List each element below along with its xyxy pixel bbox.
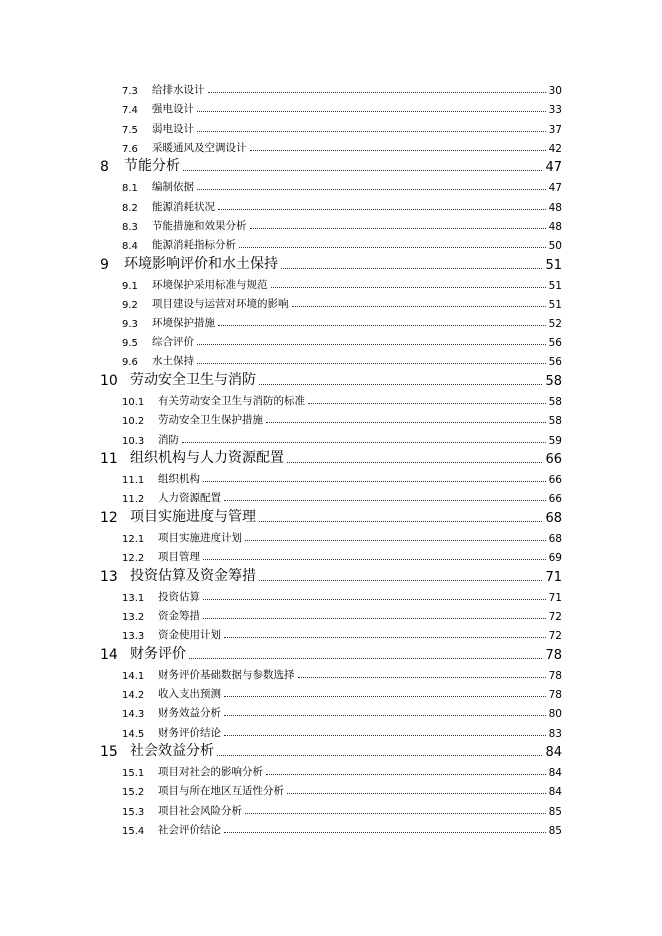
toc-entry-page-number: 47: [545, 160, 562, 176]
toc-entry-title: 项目实施进度计划: [158, 532, 242, 545]
toc-section-entry[interactable]: [100, 136, 562, 155]
toc-entry-page-number: 58: [545, 373, 562, 389]
toc-entry-number: 9.2: [122, 299, 138, 311]
toc-dot-leader: [266, 773, 546, 775]
toc-entry-title: 环境影响评价和水土保持: [124, 255, 278, 272]
toc-section-entry[interactable]: [100, 349, 562, 368]
toc-entry-page-number: 72: [548, 630, 562, 643]
toc-entry-number: 11.2: [122, 494, 145, 506]
toc-entry-number: 11: [100, 451, 118, 467]
toc-entry-page-number: 78: [548, 689, 562, 702]
toc-entry-title: 采暖通风及空调设计: [152, 141, 247, 154]
toc-section-entry[interactable]: [100, 175, 562, 194]
toc-entry-title: 社会评价结论: [158, 823, 221, 836]
toc-dot-leader: [292, 305, 546, 307]
toc-entry-title: 社会效益分析: [130, 743, 214, 760]
toc-entry-number: 12.1: [122, 534, 145, 546]
toc-entry-title: 财务评价: [130, 645, 186, 662]
toc-dot-leader: [197, 343, 546, 345]
toc-entry-page-number: 42: [548, 142, 562, 155]
toc-entry-title: 能源消耗状况: [152, 200, 215, 213]
toc-entry-title: 劳动安全卫生与消防: [130, 371, 256, 388]
toc-entry-number: 8: [100, 159, 109, 176]
toc-entry-page-number: 85: [548, 824, 562, 837]
toc-dot-leader: [218, 208, 546, 210]
toc-section-entry[interactable]: [100, 701, 562, 720]
toc-dot-leader: [259, 520, 542, 522]
toc-entry-page-number: 56: [548, 356, 562, 369]
toc-dot-leader: [203, 598, 546, 600]
toc-dot-leader: [218, 324, 546, 326]
toc-entry-title: 编制依据: [152, 181, 194, 194]
toc-entry-number: 10.3: [122, 435, 145, 447]
toc-entry-title: 环境保护措施: [152, 317, 215, 330]
toc-entry-page-number: 58: [548, 396, 562, 409]
toc-section-entry[interactable]: [100, 798, 562, 817]
toc-entry-number: 9.5: [122, 338, 138, 350]
toc-dot-leader: [197, 188, 546, 190]
toc-entry-page-number: 84: [545, 745, 562, 761]
toc-entry-page-number: 84: [548, 767, 562, 780]
table-of-contents: [100, 78, 562, 837]
toc-entry-number: 13.3: [122, 631, 145, 643]
toc-entry-title: 财务评价结论: [158, 726, 221, 739]
toc-section-entry[interactable]: [100, 116, 562, 135]
toc-section-entry[interactable]: [100, 427, 562, 446]
toc-dot-leader: [203, 480, 546, 482]
toc-entry-page-number: 71: [548, 591, 562, 604]
toc-dot-leader: [224, 636, 546, 638]
toc-section-entry[interactable]: [100, 408, 562, 427]
toc-entry-number: 9.3: [122, 319, 138, 331]
toc-entry-number: 10.1: [122, 397, 145, 409]
toc-dot-leader: [271, 286, 546, 288]
toc-dot-leader: [287, 792, 546, 794]
toc-dot-leader: [197, 362, 546, 364]
toc-section-entry[interactable]: [100, 330, 562, 349]
toc-entry-title: 资金使用计划: [158, 629, 221, 642]
toc-entry-page-number: 47: [548, 182, 562, 195]
toc-section-entry[interactable]: [100, 526, 562, 545]
toc-entry-page-number: 33: [548, 104, 562, 117]
toc-section-entry[interactable]: [100, 233, 562, 252]
toc-entry-page-number: 72: [548, 611, 562, 624]
toc-section-entry[interactable]: [100, 273, 562, 292]
toc-dot-leader: [259, 383, 542, 385]
toc-chapter-entry[interactable]: [100, 564, 562, 585]
toc-entry-title: 水土保持: [152, 355, 194, 368]
toc-chapter-entry[interactable]: [100, 368, 562, 389]
toc-entry-page-number: 51: [545, 257, 562, 273]
toc-entry-page-number: 48: [548, 220, 562, 233]
toc-entry-number: 7.4: [122, 105, 138, 117]
toc-entry-title: 节能措施和效果分析: [152, 219, 247, 232]
toc-chapter-entry[interactable]: [100, 252, 562, 273]
toc-entry-number: 8.3: [122, 221, 138, 233]
toc-entry-number: 9.6: [122, 357, 138, 369]
toc-entry-title: 组织机构与人力资源配置: [130, 450, 284, 466]
toc-entry-title: 资金筹措: [158, 610, 200, 623]
toc-entry-page-number: 51: [548, 279, 562, 292]
toc-entry-title: 劳动安全卫生保护措施: [158, 414, 263, 427]
toc-chapter-entry[interactable]: [100, 447, 562, 468]
toc-entry-number: 9: [100, 256, 109, 273]
toc-section-entry[interactable]: [100, 78, 562, 97]
toc-entry-number: 15.4: [122, 825, 145, 837]
toc-entry-title: 财务效益分析: [158, 707, 221, 720]
toc-chapter-entry[interactable]: [100, 155, 562, 176]
toc-dot-leader: [208, 91, 546, 93]
toc-section-entry[interactable]: [100, 292, 562, 311]
toc-section-entry[interactable]: [100, 720, 562, 739]
toc-section-entry[interactable]: [100, 486, 562, 505]
toc-entry-title: 节能分析: [124, 158, 180, 175]
toc-entry-title: 收入支出预测: [158, 688, 221, 701]
toc-dot-leader: [189, 657, 542, 659]
toc-entry-number: 14.2: [122, 690, 145, 702]
toc-entry-number: 13.2: [122, 612, 145, 624]
toc-dot-leader: [259, 579, 542, 581]
toc-dot-leader: [287, 461, 542, 463]
toc-section-entry[interactable]: [100, 585, 562, 604]
toc-entry-page-number: 68: [548, 533, 562, 546]
toc-entry-page-number: 66: [548, 493, 562, 506]
toc-entry-title: 弱电设计: [152, 122, 194, 135]
toc-entry-title: 强电设计: [152, 103, 194, 116]
toc-entry-number: 11.1: [122, 475, 145, 487]
toc-dot-leader: [308, 402, 546, 404]
toc-dot-leader: [239, 246, 546, 248]
toc-entry-page-number: 78: [545, 647, 562, 663]
toc-entry-number: 15.3: [122, 806, 145, 818]
toc-entry-title: 能源消耗指标分析: [152, 239, 236, 251]
toc-section-entry[interactable]: [100, 97, 562, 116]
toc-section-entry[interactable]: [100, 818, 562, 837]
toc-entry-page-number: 69: [548, 552, 562, 565]
toc-entry-title: 项目对社会的影响分析: [158, 766, 263, 779]
toc-entry-title: 人力资源配置: [158, 492, 221, 505]
toc-dot-leader: [224, 734, 546, 736]
toc-entry-page-number: 48: [548, 201, 562, 214]
toc-section-entry[interactable]: [100, 194, 562, 213]
toc-entry-title: 组织机构: [158, 473, 200, 486]
toc-entry-number: 12: [100, 509, 118, 526]
toc-entry-number: 15.1: [122, 768, 145, 780]
toc-dot-leader: [281, 267, 542, 269]
toc-entry-page-number: 68: [545, 510, 562, 526]
toc-entry-title: 有关劳动安全卫生与消防的标准: [158, 395, 305, 408]
toc-entry-number: 13.1: [122, 592, 145, 604]
toc-entry-page-number: 52: [548, 318, 562, 331]
toc-section-entry[interactable]: [100, 545, 562, 564]
toc-dot-leader: [203, 558, 546, 560]
toc-entry-title: 项目社会风险分析: [158, 804, 242, 817]
toc-entry-number: 8.4: [122, 241, 138, 252]
toc-section-entry[interactable]: [100, 389, 562, 408]
toc-section-entry[interactable]: [100, 311, 562, 330]
toc-dot-leader: [245, 539, 546, 541]
toc-dot-leader: [224, 831, 546, 833]
toc-entry-page-number: 71: [545, 569, 562, 585]
toc-dot-leader: [250, 149, 546, 151]
toc-dot-leader: [197, 130, 546, 132]
toc-chapter-entry[interactable]: [100, 740, 562, 761]
toc-entry-page-number: 78: [548, 670, 562, 682]
toc-section-entry[interactable]: [100, 682, 562, 701]
toc-entry-page-number: 85: [548, 805, 562, 818]
toc-entry-number: 8.1: [122, 183, 138, 195]
toc-entry-number: 8.2: [122, 202, 138, 214]
toc-dot-leader: [182, 441, 546, 443]
toc-entry-title: 项目实施进度与管理: [130, 508, 256, 525]
toc-dot-leader: [266, 421, 546, 423]
toc-entry-number: 14: [100, 646, 118, 663]
toc-section-entry[interactable]: [100, 779, 562, 798]
toc-dot-leader: [250, 227, 546, 229]
toc-entry-page-number: 30: [548, 85, 562, 98]
toc-entry-number: 15.2: [122, 787, 145, 799]
toc-chapter-entry[interactable]: [100, 642, 562, 663]
toc-entry-title: 综合评价: [152, 336, 194, 349]
toc-section-entry[interactable]: [100, 760, 562, 779]
toc-entry-page-number: 37: [548, 123, 562, 136]
toc-entry-title: 消防: [158, 433, 179, 446]
toc-dot-leader: [217, 754, 542, 756]
toc-entry-number: 9.1: [122, 280, 138, 292]
toc-entry-page-number: 50: [548, 240, 562, 252]
toc-entry-number: 13: [100, 568, 118, 585]
toc-section-entry[interactable]: [100, 663, 562, 682]
toc-entry-title: 环境保护采用标准与规范: [152, 278, 268, 291]
toc-dot-leader: [245, 812, 546, 814]
toc-section-entry[interactable]: [100, 467, 562, 486]
toc-entry-number: 14.5: [122, 728, 145, 740]
toc-entry-page-number: 80: [548, 708, 562, 721]
toc-entry-page-number: 51: [548, 298, 562, 311]
toc-dot-leader: [224, 499, 546, 501]
toc-section-entry[interactable]: [100, 214, 562, 233]
toc-entry-number: 7.3: [122, 86, 138, 98]
toc-entry-title: 项目与所在地区互适性分析: [158, 785, 284, 798]
toc-entry-page-number: 58: [548, 415, 562, 428]
toc-entry-number: 12.2: [122, 553, 145, 565]
toc-entry-title: 投资估算及资金筹措: [130, 567, 256, 584]
toc-entry-title: 财务评价基础数据与参数选择: [158, 669, 295, 681]
toc-section-entry[interactable]: [100, 604, 562, 623]
toc-dot-leader: [224, 695, 546, 697]
toc-section-entry[interactable]: [100, 623, 562, 642]
toc-entry-page-number: 83: [548, 727, 562, 740]
toc-dot-leader: [224, 714, 546, 716]
toc-entry-number: 14.3: [122, 709, 145, 721]
toc-chapter-entry[interactable]: [100, 505, 562, 526]
toc-dot-leader: [183, 169, 542, 171]
toc-entry-number: 14.1: [122, 671, 145, 682]
toc-entry-number: 10: [100, 372, 118, 389]
toc-entry-page-number: 56: [548, 337, 562, 350]
toc-entry-title: 项目管理: [158, 551, 200, 564]
toc-entry-title: 给排水设计: [152, 84, 205, 97]
toc-entry-number: 15: [100, 744, 118, 761]
toc-entry-title: 项目建设与运营对环境的影响: [152, 297, 289, 310]
toc-dot-leader: [203, 617, 546, 619]
toc-entry-page-number: 66: [545, 452, 562, 467]
toc-entry-number: 7.5: [122, 124, 138, 136]
toc-entry-number: 7.6: [122, 143, 138, 155]
toc-entry-page-number: 59: [548, 434, 562, 447]
toc-entry-page-number: 66: [548, 474, 562, 487]
toc-entry-title: 投资估算: [158, 590, 200, 603]
toc-dot-leader: [197, 110, 546, 112]
toc-entry-page-number: 84: [548, 786, 562, 799]
toc-entry-number: 10.2: [122, 416, 145, 428]
toc-dot-leader: [298, 676, 546, 678]
